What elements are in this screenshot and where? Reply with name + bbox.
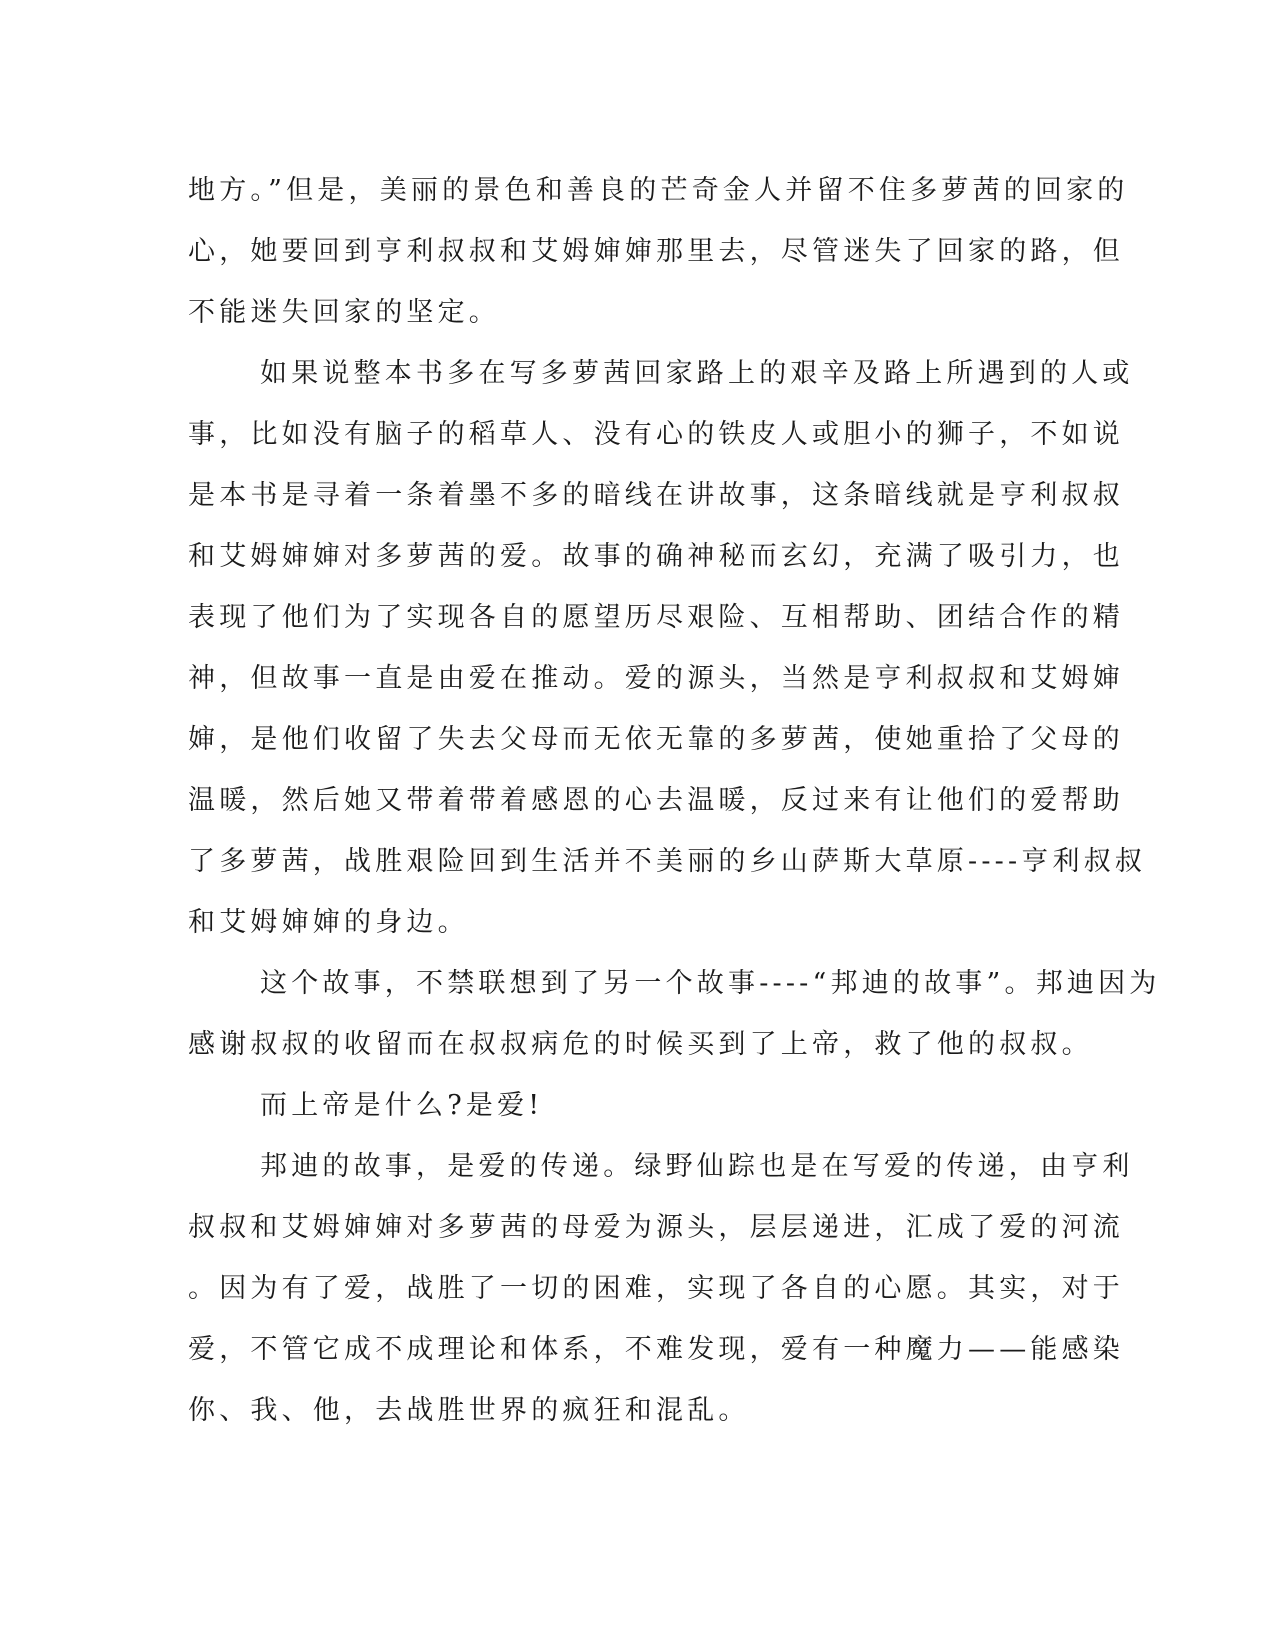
text-line: 你、我、他，去战胜世界的疯狂和混乱。 (188, 1395, 750, 1426)
text-line: 不能迷失回家的坚定。 (188, 297, 500, 328)
text-line: 婶，是他们收留了失去父母而无依无靠的多萝茜，使她重拾了父母的 (188, 724, 1124, 755)
text-line: 了多萝茜，战胜艰险回到生活并不美丽的乡山萨斯大草原----亨利叔叔 (188, 846, 1147, 877)
text-line: 神，但故事一直是由爱在推动。爱的源头，当然是亨利叔叔和艾姆婶 (188, 663, 1124, 694)
text-line: 邦迪的故事，是爱的传递。绿野仙踪也是在写爱的传递，由亨利 (260, 1151, 1134, 1182)
text-line: 。因为有了爱，战胜了一切的困难，实现了各自的心愿。其实，对于 (188, 1273, 1124, 1304)
paragraph-3 (188, 953, 1161, 1075)
text-line: 温暖，然后她又带着带着感恩的心去温暖，反过来有让他们的爱帮助 (188, 785, 1124, 816)
text-line: 感谢叔叔的收留而在叔叔病危的时候买到了上帝，救了他的叔叔。 (188, 1029, 1093, 1060)
text-line: 地方。”但是，美丽的景色和善良的芒奇金人并留不住多萝茜的回家的 (188, 175, 1129, 206)
paragraph-1 (188, 160, 1129, 343)
text-line: 心，她要回到亨利叔叔和艾姆婶婶那里去，尽管迷失了回家的路，但 (188, 236, 1124, 267)
text-line: 事，比如没有脑子的稻草人、没有心的铁皮人或胆小的狮子，不如说 (188, 419, 1124, 450)
document-body (188, 160, 1161, 1441)
text-line: 表现了他们为了实现各自的愿望历尽艰险、互相帮助、团结合作的精 (188, 602, 1124, 633)
text-line: 叔叔和艾姆婶婶对多萝茜的母爱为源头，层层递进，汇成了爱的河流 (188, 1212, 1124, 1243)
paragraph-2 (188, 343, 1147, 953)
text-line: 和艾姆婶婶对多萝茜的爱。故事的确神秘而玄幻，充满了吸引力，也 (188, 541, 1124, 572)
text-line: 和艾姆婶婶的身边。 (188, 907, 469, 938)
paragraph-5 (188, 1136, 1134, 1441)
paragraph-4 (188, 1075, 1088, 1136)
text-line: 这个故事，不禁联想到了另一个故事----“邦迪的故事”。邦迪因为 (260, 968, 1161, 999)
text-line: 爱，不管它成不成理论和体系，不难发现，爱有一种魔力——能感染 (188, 1334, 1124, 1365)
text-line: 是本书是寻着一条着墨不多的暗线在讲故事，这条暗线就是亨利叔叔 (188, 480, 1124, 511)
text-line: 而上帝是什么?是爱! (260, 1090, 544, 1121)
text-line: 如果说整本书多在写多萝茜回家路上的艰辛及路上所遇到的人或 (260, 358, 1134, 389)
